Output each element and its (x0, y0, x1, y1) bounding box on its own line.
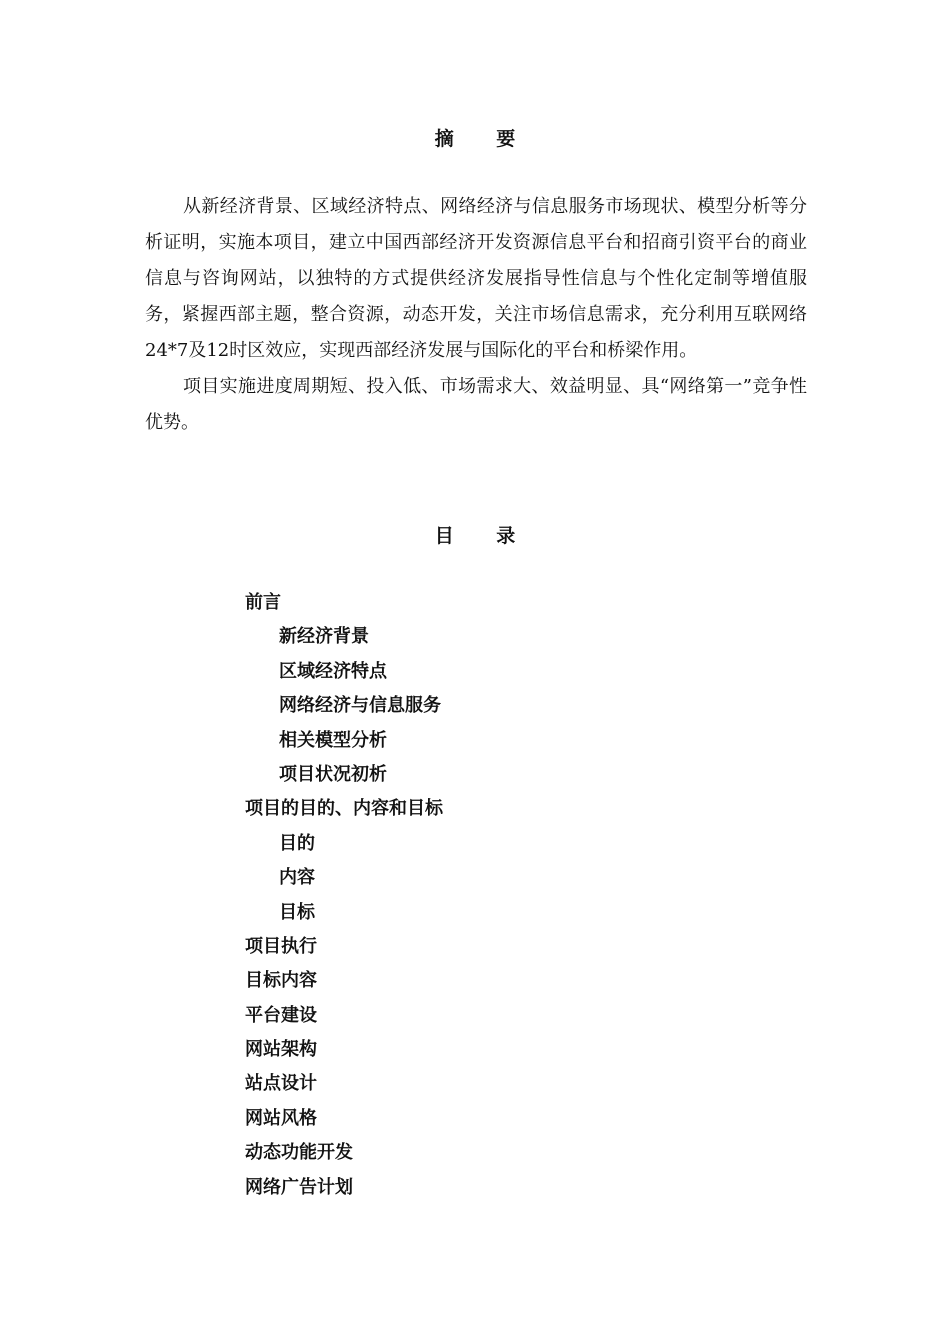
toc-item[interactable]: 项目的目的、内容和目标 (245, 798, 443, 820)
toc-item[interactable]: 项目执行 (245, 935, 317, 957)
abstract-paragraph-2: 项目实施进度周期短、投入低、市场需求大、效益明显、具“网络第一”竞争性优势。 (145, 376, 807, 433)
toc-item[interactable]: 目标内容 (245, 970, 317, 992)
abstract-title: 摘 要 (434, 128, 534, 150)
toc-item[interactable]: 动态功能开发 (245, 1142, 353, 1164)
abstract-body (145, 189, 807, 441)
toc-item[interactable]: 目的 (279, 832, 315, 854)
toc-item[interactable]: 网络经济与信息服务 (279, 695, 441, 717)
toc-item[interactable]: 网站风格 (245, 1107, 317, 1129)
toc-item[interactable]: 站点设计 (245, 1073, 317, 1095)
toc-item[interactable]: 项目状况初析 (279, 763, 387, 785)
abstract-paragraph-1: 从新经济背景、区域经济特点、网络经济与信息服务市场现状、模型分析等分析证明，实施本项目，建立中国西部经济开发资源信息平台和招商引资平台的商业信息与咨询网站，以独特的方式提供经济发展指导性信息与个性化定制等增值服务，紧握西部主题，整合资源，动态开发，关注市场信息需求，充分利用互联网络24*7及12时区效应，实现西部经济发展与国际化的平台和桥梁作用。 (145, 196, 807, 361)
toc-item[interactable]: 区域经济特点 (279, 660, 387, 682)
toc-title: 目 录 (434, 525, 534, 547)
toc-item[interactable]: 平台建设 (245, 1004, 317, 1026)
toc-item[interactable]: 网站架构 (245, 1039, 317, 1061)
toc-item[interactable]: 前言 (245, 592, 281, 613)
toc-item[interactable]: 相关模型分析 (279, 729, 387, 751)
table-of-contents (245, 586, 745, 1205)
toc-item[interactable]: 新经济背景 (279, 626, 369, 648)
toc-item[interactable]: 目标 (279, 901, 315, 923)
toc-item[interactable]: 内容 (279, 867, 315, 889)
toc-item[interactable]: 网络广告计划 (245, 1176, 353, 1198)
